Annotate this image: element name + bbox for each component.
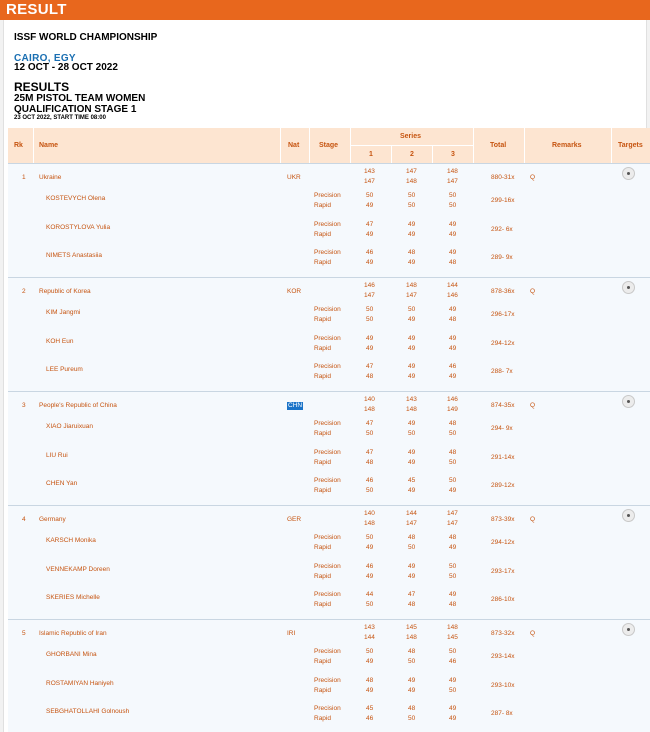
col-total: Total: [490, 142, 507, 149]
team-series-2: 148: [406, 634, 417, 641]
content-frame: [0, 20, 650, 732]
team-series-3: 147: [447, 520, 458, 527]
precision-series-1: 49: [366, 334, 374, 342]
team-name: Ukraine: [39, 174, 62, 181]
precision-series-1: 48: [366, 676, 374, 684]
col-stage: Stage: [319, 142, 339, 149]
athlete-total: 292- 6x: [491, 225, 513, 233]
divider: [280, 128, 281, 163]
stage-precision: Precision: [314, 477, 341, 484]
team-series-2: 147: [406, 520, 417, 527]
rapid-series-1: 50: [366, 487, 374, 494]
rapid-series-3: 46: [449, 658, 457, 665]
target-icon[interactable]: [622, 623, 635, 636]
stage-precision: Precision: [314, 562, 341, 570]
stage-precision: Precision: [314, 448, 341, 456]
athlete-total: 294-12x: [491, 539, 515, 546]
start-time: 23 OCT 2022, START TIME 08:00: [14, 115, 106, 121]
team-series-2: 147: [406, 168, 417, 175]
stage-rapid: Rapid: [314, 344, 331, 352]
team-total: 873-32x: [491, 630, 515, 637]
team-name: Germany: [39, 516, 66, 523]
team-rank: 5: [22, 630, 26, 637]
results-heading: RESULTS: [14, 80, 70, 94]
target-icon[interactable]: [622, 281, 635, 294]
col-remarks: Remarks: [552, 142, 582, 149]
rapid-series-2: 48: [408, 601, 416, 608]
team-name: People's Republic of China: [39, 402, 117, 409]
team-series-2: 148: [406, 282, 417, 289]
rapid-series-3: 48: [449, 316, 457, 323]
rapid-series-3: 50: [449, 572, 457, 580]
athlete-total: 289- 9x: [491, 254, 513, 261]
team-series-3: 146: [447, 292, 458, 299]
athlete-name: XIAO Jiaruixuan: [46, 423, 93, 430]
team-name: Republic of Korea: [39, 288, 91, 295]
team-remark: Q: [530, 174, 536, 181]
stage-precision: Precision: [314, 705, 341, 712]
stage-precision: Precision: [314, 534, 341, 541]
team-remark: Q: [530, 288, 536, 295]
rapid-series-2: 49: [408, 344, 416, 352]
stage-rapid: Rapid: [314, 316, 331, 323]
divider: [33, 128, 34, 163]
table-header: [8, 128, 650, 163]
precision-series-2: 49: [408, 334, 416, 342]
rapid-series-3: 49: [449, 544, 457, 551]
team-series-1: 144: [364, 634, 375, 641]
rapid-series-3: 49: [449, 230, 457, 238]
team-remark: Q: [530, 516, 536, 523]
rapid-series-3: 49: [449, 715, 457, 722]
team-series-3: 148: [447, 168, 458, 175]
team-group: [8, 619, 650, 732]
event-name: 25M PISTOL TEAM WOMEN: [14, 93, 146, 104]
athlete-total: 286-10x: [491, 596, 515, 603]
precision-series-2: 48: [408, 249, 416, 256]
col-series: Series: [400, 133, 422, 140]
precision-series-2: 49: [408, 420, 416, 427]
rapid-series-2: 50: [408, 202, 416, 209]
team-series-3: 149: [447, 406, 458, 413]
precision-series-3: 48: [449, 534, 457, 541]
stage-precision: Precision: [314, 220, 341, 228]
rapid-series-2: 49: [408, 572, 416, 580]
rapid-series-3: 48: [449, 259, 457, 266]
athlete-total: 293-10x: [491, 681, 515, 689]
athlete-name: CHEN Yan: [46, 480, 78, 487]
team-group: [8, 277, 650, 391]
team-series-2: 148: [406, 178, 417, 185]
precision-series-3: 48: [449, 420, 457, 427]
precision-series-1: 47: [366, 420, 374, 427]
rapid-series-1: 49: [366, 202, 374, 209]
team-series-2: 148: [406, 406, 417, 413]
result-title-bar: [0, 0, 650, 20]
athlete-total: 294-12x: [491, 339, 515, 347]
stage-precision: Precision: [314, 591, 341, 598]
team-series-1: 148: [364, 406, 375, 413]
athlete-name: LIU Rui: [46, 451, 68, 459]
team-series-2: 143: [406, 396, 417, 403]
team-series-1: 143: [364, 168, 375, 175]
rapid-series-1: 50: [366, 430, 374, 437]
rapid-series-1: 49: [366, 230, 374, 238]
precision-series-3: 49: [449, 220, 457, 228]
divider: [611, 128, 612, 163]
precision-series-2: 49: [408, 363, 416, 370]
athlete-total: 293-17x: [491, 567, 515, 575]
rapid-series-1: 50: [366, 601, 374, 608]
col-rank: Rk: [14, 142, 23, 149]
athlete-total: 293-14x: [491, 653, 515, 660]
precision-series-1: 50: [366, 534, 374, 541]
precision-series-1: 50: [366, 306, 374, 313]
team-nat: GER: [287, 516, 302, 523]
precision-series-1: 47: [366, 363, 374, 370]
rapid-series-2: 50: [408, 544, 416, 551]
precision-series-1: 46: [366, 477, 374, 484]
divider: [432, 145, 433, 163]
team-rank: 3: [22, 402, 26, 409]
precision-series-1: 50: [366, 192, 374, 199]
stage-precision: Precision: [314, 306, 341, 313]
precision-series-2: 48: [408, 534, 416, 541]
stage-precision: Precision: [314, 334, 341, 342]
stage-rapid: Rapid: [314, 601, 331, 608]
team-nat: UKR: [287, 174, 301, 181]
team-remark: Q: [530, 402, 536, 409]
team-series-3: 147: [447, 510, 458, 517]
stage-rapid: Rapid: [314, 487, 331, 494]
col-series-1: 1: [369, 151, 373, 158]
divider: [524, 128, 525, 163]
athlete-name: GHORBANI Mina: [46, 651, 97, 658]
stage-rapid: Rapid: [314, 259, 331, 266]
rapid-series-1: 48: [366, 458, 374, 466]
precision-series-1: 47: [366, 448, 374, 456]
precision-series-2: 49: [408, 676, 416, 684]
athlete-total: 287- 8x: [491, 710, 513, 717]
stage-rapid: Rapid: [314, 202, 331, 209]
rapid-series-3: 50: [449, 202, 457, 209]
rapid-series-3: 49: [449, 373, 457, 380]
stage-rapid: Rapid: [314, 544, 331, 551]
team-total: 878-36x: [491, 288, 515, 295]
stage-precision: Precision: [314, 420, 341, 427]
divider: [309, 128, 310, 163]
stage-rapid: Rapid: [314, 430, 331, 437]
rapid-series-2: 49: [408, 487, 416, 494]
stage-precision: Precision: [314, 192, 341, 199]
athlete-total: 289-12x: [491, 482, 515, 489]
precision-series-3: 50: [449, 477, 457, 484]
athlete-name: SKERIES Michelle: [46, 594, 100, 601]
team-series-3: 148: [447, 624, 458, 631]
rapid-series-2: 49: [408, 230, 416, 238]
rapid-series-2: 50: [408, 658, 416, 665]
stage-name: QUALIFICATION STAGE 1: [14, 104, 137, 115]
team-series-1: 140: [364, 510, 375, 517]
divider: [391, 145, 392, 163]
team-total: 873-39x: [491, 516, 515, 523]
target-icon[interactable]: [622, 509, 635, 522]
date-range: 12 OCT - 28 OCT 2022: [14, 62, 118, 73]
rapid-series-1: 49: [366, 544, 374, 551]
precision-series-2: 49: [408, 562, 416, 570]
rapid-series-3: 50: [449, 686, 457, 694]
team-group: [8, 505, 650, 619]
team-series-1: 148: [364, 520, 375, 527]
target-icon[interactable]: [622, 167, 635, 180]
team-series-1: 147: [364, 292, 375, 299]
team-rank: 2: [22, 288, 26, 295]
rapid-series-2: 49: [408, 373, 416, 380]
team-nat: KOR: [287, 288, 302, 295]
precision-series-2: 47: [408, 591, 416, 598]
rapid-series-2: 50: [408, 430, 416, 437]
athlete-name: LEE Pureum: [46, 366, 83, 373]
athlete-total: 294- 9x: [491, 425, 513, 432]
athlete-name: ROSTAMIYAN Haniyeh: [46, 679, 114, 687]
precision-series-2: 50: [408, 192, 416, 199]
precision-series-2: 50: [408, 306, 416, 313]
precision-series-2: 48: [408, 705, 416, 712]
athlete-total: 299-16x: [491, 197, 515, 204]
athlete-total: 296-17x: [491, 311, 515, 318]
divider: [350, 145, 473, 146]
stage-rapid: Rapid: [314, 373, 331, 380]
team-series-2: 144: [406, 510, 417, 517]
precision-series-1: 44: [366, 591, 374, 598]
stage-precision: Precision: [314, 363, 341, 370]
divider: [473, 128, 474, 163]
precision-series-3: 49: [449, 306, 457, 313]
rapid-series-3: 49: [449, 344, 457, 352]
team-series-2: 147: [406, 292, 417, 299]
stage-rapid: Rapid: [314, 572, 331, 580]
rapid-series-2: 50: [408, 715, 416, 722]
precision-series-1: 50: [366, 648, 374, 655]
rapid-series-1: 46: [366, 715, 374, 722]
team-series-1: 140: [364, 396, 375, 403]
stage-precision: Precision: [314, 648, 341, 655]
precision-series-1: 46: [366, 249, 374, 256]
team-nat: IRI: [287, 630, 296, 637]
athlete-name: VENNEKAMP Doreen: [46, 565, 110, 573]
athlete-name: NIMETS Anastasiia: [46, 252, 102, 259]
team-series-3: 145: [447, 634, 458, 641]
col-series-3: 3: [451, 151, 455, 158]
rapid-series-2: 49: [408, 259, 416, 266]
team-series-3: 146: [447, 396, 458, 403]
rapid-series-1: 49: [366, 658, 374, 665]
precision-series-3: 46: [449, 363, 457, 370]
team-series-2: 145: [406, 624, 417, 631]
stage-precision: Precision: [314, 249, 341, 256]
precision-series-3: 49: [449, 591, 457, 598]
athlete-name: KOSTEVYCH Olena: [46, 195, 106, 202]
team-name: Islamic Republic of Iran: [39, 630, 107, 637]
precision-series-3: 49: [449, 249, 457, 256]
stage-rapid: Rapid: [314, 658, 331, 665]
rapid-series-3: 48: [449, 601, 457, 608]
team-rank: 1: [22, 174, 26, 181]
rapid-series-2: 49: [408, 458, 416, 466]
team-remark: Q: [530, 630, 536, 637]
team-series-3: 144: [447, 282, 458, 289]
rapid-series-1: 48: [366, 373, 374, 380]
athlete-total: 288- 7x: [491, 368, 513, 375]
team-total: 880-31x: [491, 174, 515, 181]
precision-series-3: 49: [449, 334, 457, 342]
precision-series-2: 49: [408, 448, 416, 456]
precision-series-3: 49: [449, 705, 457, 712]
precision-series-2: 48: [408, 648, 416, 655]
precision-series-3: 50: [449, 192, 457, 199]
target-icon[interactable]: [622, 395, 635, 408]
rapid-series-3: 50: [449, 458, 457, 466]
result-document: [3, 20, 647, 732]
team-series-1: 146: [364, 282, 375, 289]
rapid-series-2: 49: [408, 686, 416, 694]
precision-series-1: 47: [366, 220, 374, 228]
team-total: 874-35x: [491, 402, 515, 409]
team-rank: 4: [22, 516, 26, 523]
stage-precision: Precision: [314, 676, 341, 684]
rapid-series-1: 49: [366, 259, 374, 266]
athlete-total: 291-14x: [491, 453, 515, 461]
col-series-2: 2: [410, 151, 414, 158]
precision-series-3: 49: [449, 676, 457, 684]
athlete-name: KARSCH Monika: [46, 537, 96, 544]
precision-series-1: 45: [366, 705, 374, 712]
rapid-series-1: 49: [366, 572, 374, 580]
athlete-name: KIM Jangmi: [46, 309, 81, 316]
rapid-series-1: 49: [366, 344, 374, 352]
team-group: [8, 391, 650, 505]
precision-series-2: 49: [408, 220, 416, 228]
championship-title: ISSF WORLD CHAMPIONSHIP: [14, 32, 158, 43]
stage-rapid: Rapid: [314, 230, 331, 238]
rapid-series-1: 49: [366, 686, 374, 694]
athlete-name: SEBGHATOLLAHI Golnoush: [46, 708, 130, 715]
rapid-series-3: 50: [449, 430, 457, 437]
rapid-series-2: 49: [408, 316, 416, 323]
precision-series-3: 50: [449, 648, 457, 655]
stage-rapid: Rapid: [314, 458, 331, 466]
stage-rapid: Rapid: [314, 715, 331, 722]
precision-series-3: 50: [449, 562, 457, 570]
location-link[interactable]: CAIRO, EGY: [14, 53, 76, 64]
team-series-1: 147: [364, 178, 375, 185]
team-group: [8, 163, 650, 277]
precision-series-2: 45: [408, 477, 416, 484]
col-name: Name: [39, 142, 59, 149]
athlete-name: KOROSTYLOVA Yulia: [46, 223, 111, 231]
precision-series-1: 46: [366, 562, 374, 570]
team-series-1: 143: [364, 624, 375, 631]
rapid-series-3: 49: [449, 487, 457, 494]
col-targets: Targets: [618, 142, 643, 149]
stage-rapid: Rapid: [314, 686, 331, 694]
rapid-series-1: 50: [366, 316, 374, 323]
col-nat: Nat: [288, 142, 300, 149]
page-title: RESULT: [6, 1, 67, 18]
team-series-3: 147: [447, 178, 458, 185]
team-nat: CHN: [288, 402, 303, 409]
precision-series-3: 48: [449, 448, 457, 456]
athlete-name: KOH Eun: [46, 337, 74, 345]
